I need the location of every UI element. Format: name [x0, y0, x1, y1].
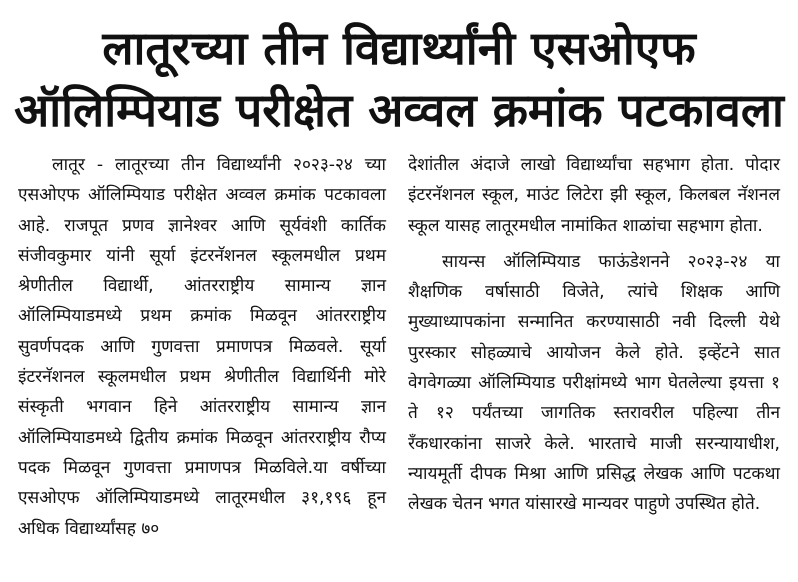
article-right-column — [408, 150, 780, 520]
article-paragraph-2: सायन्स ऑलिम्पियाड फाऊंडेशनने २०२३-२४ या शैक्षणिक वर्षासाठी विजेते, त्यांचे शिक्षक आणि मुख्याध्यापकांना सन्मानित करण्यासाठी नवी दिल्ली येथे पुरस्कार सोहळ्याचे आयोजन केले होते. इव्हेंटने सात वेगवेगळ्या ऑलिम्पियाड परीक्षांमध्ये भाग घेतलेल्या इयत्ता १ ते १२ पर्यंतच्या जागतिक स्तरावरील पहिल्या तीन रँकधारकांना साजरे केले. भारताचे माजी सरन्यायाधीश, न्यायमूर्ती दीपक मिश्रा आणि प्रसिद्ध लेखक आणि पटकथा लेखक चेतन भगत यांसारखे मान्यवर पाहुणे उपस्थित होते. — [408, 251, 780, 515]
headline-line-1: लातूरच्या तीन विद्यार्थ्यांनी एसओएफ — [102, 21, 696, 75]
article-paragraph-1-continued: देशांतील अंदाजे लाखो विद्यार्थ्यांचा सहभाग होता. पोदार इंटरनॅशनल स्कूल, माउंट लिटेरा झी स्कूल, किलबल नॅशनल स्कूल यासह लातूरमधील नामांकित शाळांचा सहभाग होता. — [408, 155, 780, 236]
article-left-column — [18, 150, 386, 544]
article-paragraph-1: लातूर - लातूरच्या तीन विद्यार्थ्यांनी २०२३-२४ च्या एसओएफ ऑलिम्पियाड परीक्षेत अव्वल क्रमांक पटकावला आहे. राजपूत प्रणव ज्ञानेश्वर आणि सूर्यवंशी कार्तिक संजीवकुमार यांनी सूर्या इंटरनॅशनल स्कूलमधील प्रथम श्रेणीतील विद्यार्थी, आंतरराष्ट्रीय सामान्य ज्ञान ऑलिम्पियाडमध्ये प्रथम क्रमांक मिळवून आंतरराष्ट्रीय सुवर्णपदक आणि गुणवत्ता प्रमाणपत्र मिळवले. सूर्या इंटरनॅशनल स्कूलमधील प्रथम श्रेणीतील विद्यार्थिनी मोरे संस्कृती भगवान हिने आंतरराष्ट्रीय सामान्य ज्ञान ऑलिम्पियाडमध्ये द्वितीय क्रमांक मिळवून आंतरराष्ट्रीय रौप्य पदक मिळवून गुणवत्ता प्रमाणपत्र मिळविले.या वर्षीच्या एसओएफ ऑलिम्पियाडमध्ये लातूरमधील ३१,१९६ हून अधिक विद्यार्थ्यांसह ७० — [18, 155, 386, 539]
headline-line-2: ऑलिम्पियाड परीक्षेत अव्वल क्रमांक पटकावला — [14, 83, 784, 137]
